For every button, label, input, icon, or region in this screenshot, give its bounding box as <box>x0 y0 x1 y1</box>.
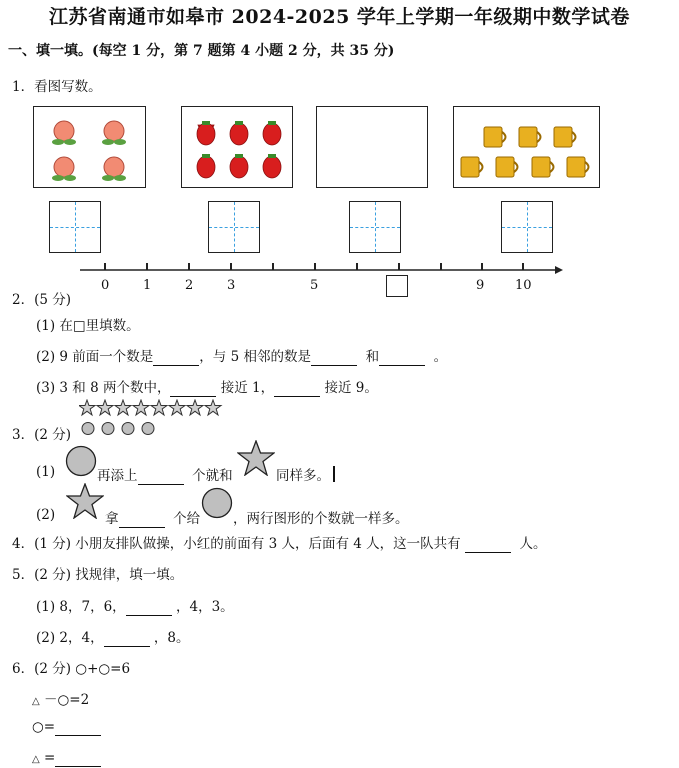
q3-sub1-text: 个就和 <box>192 468 233 484</box>
q1-label: 1．看图写数。 <box>12 79 102 95</box>
picture-box-empty <box>316 106 428 188</box>
answer-blank[interactable] <box>465 536 511 553</box>
number-line-answer-box[interactable] <box>386 275 408 297</box>
q2-sub3-text: 接近 9。 <box>324 380 378 396</box>
q2-sub1: (1) 在□里填数。 <box>36 318 140 334</box>
peach-icon <box>34 107 145 187</box>
q5-sub1-text: ，4，3。 <box>175 599 234 615</box>
answer-blank[interactable] <box>55 719 101 736</box>
section-heading: 一、填一填。(每空 1 分，第 7 题第 4 小题 2 分，共 35 分) <box>8 43 395 59</box>
tick <box>356 263 358 270</box>
q4-text: 4．(1 分) 小朋友排队做操，小红的前面有 3 人，后面有 4 人，这一队共有 <box>12 536 461 552</box>
q4 <box>12 532 547 553</box>
strawberry-icon <box>182 107 292 187</box>
tick <box>146 263 148 270</box>
tick-label: 3 <box>227 278 236 293</box>
q6-line2 <box>32 719 101 736</box>
picture-box-cups <box>453 106 600 188</box>
tick-label: 10 <box>515 278 532 293</box>
cup-icon <box>454 107 599 187</box>
q2-sub2 <box>36 345 447 366</box>
tick-label: 0 <box>101 278 110 293</box>
picture-box-peaches <box>33 106 146 188</box>
q4-text: 人。 <box>519 536 547 552</box>
q5-sub1 <box>36 595 234 616</box>
number-line <box>75 260 565 274</box>
answer-blank[interactable] <box>104 630 150 647</box>
tick <box>440 263 442 270</box>
star-icon <box>237 440 275 476</box>
q3-sub2-end: ，两行图形的个数就一样多。 <box>233 511 409 527</box>
q2-sub3-text: (3) 3 和 8 两个数中， <box>36 380 171 396</box>
q3-sub1-text: 再添上 <box>97 468 138 484</box>
q5-sub1-text: (1) 8，7，6， <box>36 599 126 615</box>
tick <box>104 263 106 270</box>
q3-label: 3．(2 分) <box>12 427 72 443</box>
tick <box>398 263 400 270</box>
page-title: 江苏省南通市如皋市 2024-2025 学年上学期一年级期中数学试卷 <box>49 6 630 28</box>
tick-label: 9 <box>476 278 485 293</box>
answer-blank[interactable] <box>126 599 172 616</box>
q3-sub2-num: (2) <box>36 507 56 523</box>
q6-line2-text: ○= <box>32 719 56 735</box>
triangle-icon: △ <box>32 754 40 765</box>
q6-line3 <box>32 750 101 767</box>
answer-blank[interactable] <box>274 380 320 397</box>
q3-sub2-text: 个给 <box>173 511 201 527</box>
q3-sub1-end <box>276 464 335 484</box>
tick <box>188 263 190 270</box>
star-icon <box>66 483 104 519</box>
answer-blank[interactable] <box>55 750 101 767</box>
q2-sub3-text: 接近 1， <box>220 380 275 396</box>
q2-sub2-text: ，与 5 相邻的数是 <box>199 349 311 365</box>
answer-grid-4[interactable] <box>501 201 553 253</box>
tick <box>481 263 483 270</box>
q5-sub2-text: ，8。 <box>153 630 190 646</box>
q6-line3-text: = <box>44 750 56 766</box>
tick-label: 5 <box>310 278 319 293</box>
answer-grid-3[interactable] <box>349 201 401 253</box>
q2-sub2-text: 和 <box>365 349 380 365</box>
tick <box>230 263 232 270</box>
star-row <box>79 399 231 417</box>
q5-label: 5．(2 分) 找规律，填一填。 <box>12 567 184 583</box>
text-cursor <box>333 466 335 482</box>
q2-sub2-text: (2) 9 前面一个数是 <box>36 349 154 365</box>
circle-icon <box>65 445 97 477</box>
q6-line1-text: －○=2 <box>44 692 90 708</box>
picture-box-strawberries <box>181 106 293 188</box>
answer-blank[interactable] <box>170 380 216 397</box>
circle-row <box>81 421 161 437</box>
answer-blank[interactable] <box>138 468 184 485</box>
answer-blank[interactable] <box>379 349 425 366</box>
q2-label: 2．(5 分) <box>12 292 72 308</box>
tick <box>522 263 524 270</box>
q3-sub2-text: 拿 <box>105 511 119 527</box>
answer-grid-2[interactable] <box>208 201 260 253</box>
answer-blank[interactable] <box>153 349 199 366</box>
q3-sub2 <box>105 507 200 528</box>
q3-sub1 <box>97 464 233 485</box>
triangle-icon: △ <box>32 696 40 707</box>
q3-sub1-num: (1) <box>36 464 56 480</box>
q2-sub3 <box>36 376 378 397</box>
q6-label: 6．(2 分) ○+○=6 <box>12 661 131 677</box>
answer-blank[interactable] <box>119 511 165 528</box>
tick-label: 2 <box>185 278 194 293</box>
q5-sub2-text: (2) 2，4， <box>36 630 104 646</box>
q6-line1 <box>32 688 89 708</box>
q2-sub2-text: 。 <box>433 349 448 365</box>
answer-grid-1[interactable] <box>49 201 101 253</box>
tick <box>272 263 274 270</box>
tick-label: 1 <box>143 278 152 293</box>
q3-sub1-text: 同样多。 <box>276 468 330 484</box>
answer-blank[interactable] <box>311 349 357 366</box>
circle-icon <box>201 487 233 519</box>
tick <box>314 263 316 270</box>
q5-sub2 <box>36 626 189 647</box>
